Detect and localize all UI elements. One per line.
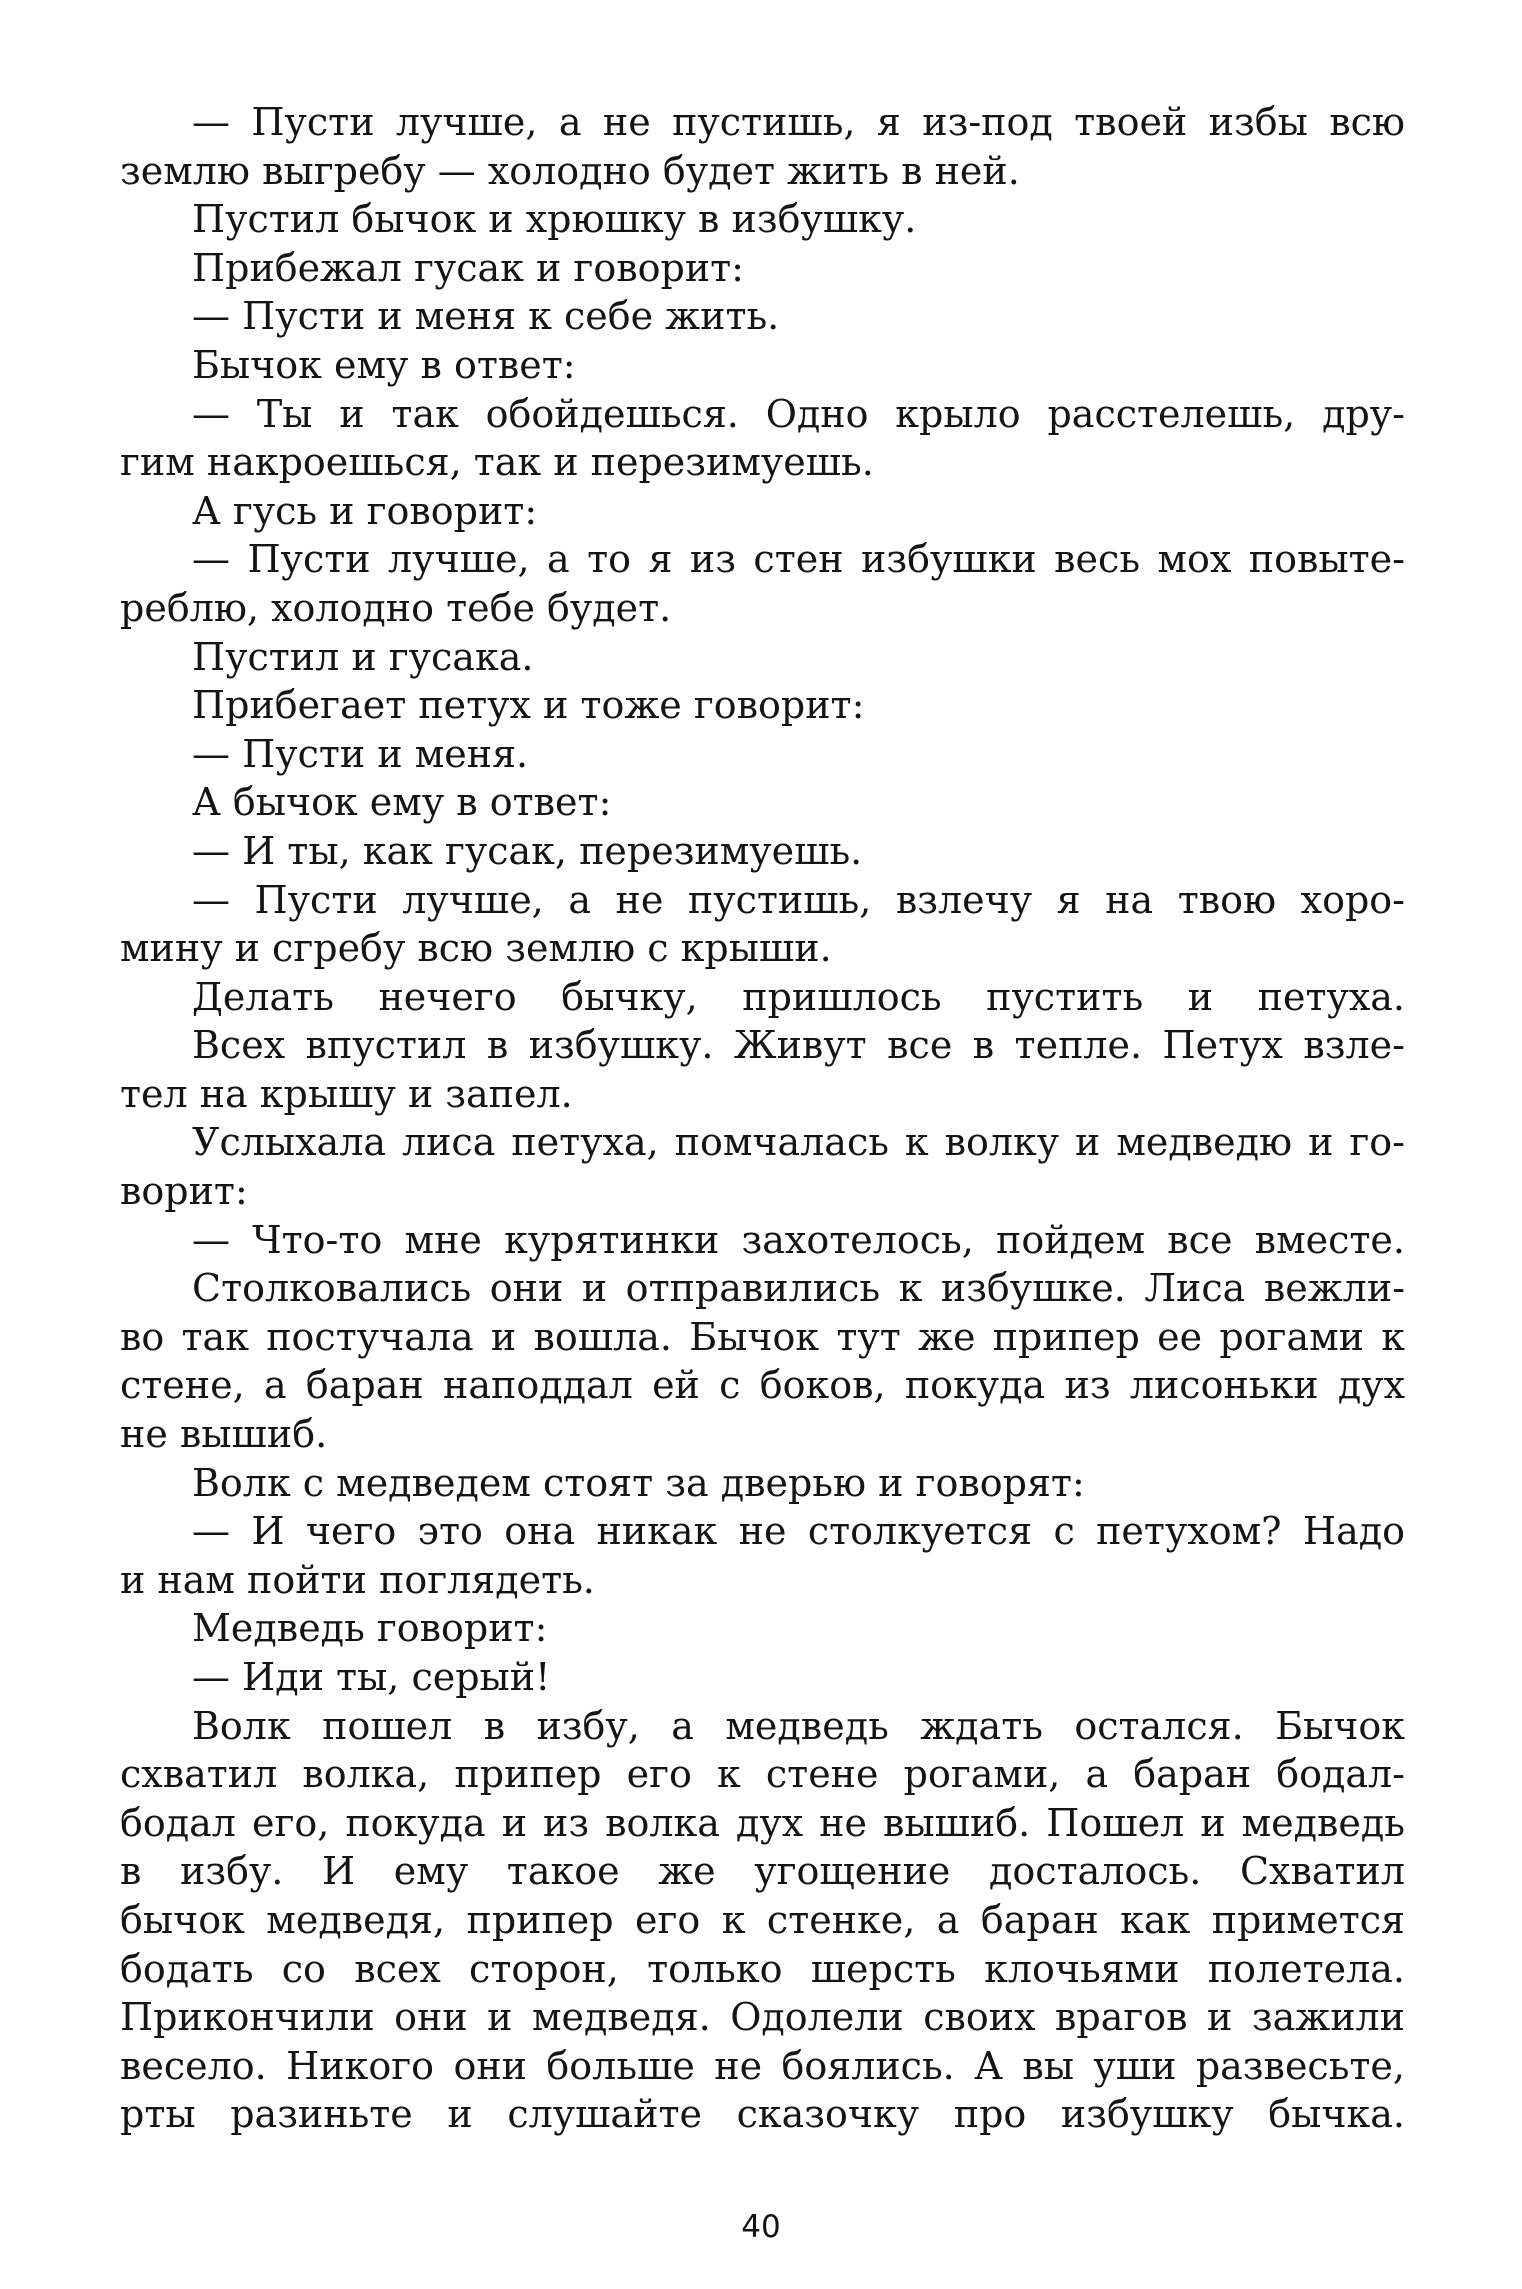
text-line: и нам пойти поглядеть.	[120, 1557, 595, 1602]
text-line: А гусь и говорит:	[192, 488, 538, 533]
page-text	[120, 98, 1405, 2139]
text-line: землю выгребу — холодно будет жить в ней.	[120, 148, 1020, 193]
text-line: реблю, холодно тебе будет.	[120, 585, 672, 630]
text-line: бодал его, покуда и из волка дух не вышиб. Пошел и медведь	[120, 1800, 1405, 1845]
text-line: во так постучала и вошла. Бычок тут же припер ее рогами к	[120, 1314, 1405, 1359]
text-line: стене, а баран наподдал ей с боков, покуда из лисоньки дух	[120, 1363, 1405, 1408]
text-line: тел на крышу и запел.	[120, 1071, 573, 1116]
text-line: Столковались они и отправились к избушке. Лиса вежли-	[192, 1266, 1405, 1311]
text-line: Прибегает петух и тоже говорит:	[192, 683, 865, 728]
text-line: Пустил и гусака.	[192, 634, 534, 679]
text-line: Пустил бычок и хрюшку в избушку.	[192, 197, 917, 242]
page-number: 40	[741, 2209, 781, 2245]
text-line: в избу. И ему такое же угощение досталось. Схватил	[120, 1849, 1405, 1894]
text-line: — И ты, как гусак, перезимуешь.	[192, 828, 863, 873]
text-line: Услыхала лиса петуха, помчалась к волку и медведю и го-	[192, 1120, 1405, 1165]
text-line: — Пусти и меня.	[192, 731, 529, 776]
text-line: рты разиньте и слушайте сказочку про избушку бычка.	[120, 2092, 1405, 2137]
text-line: — Пусти лучше, а то я из стен избушки весь мох повыте-	[192, 537, 1405, 582]
text-line: не вышиб.	[120, 1412, 328, 1457]
text-line: мину и сгребу всю землю с крыши.	[120, 926, 832, 971]
text-line: А бычок ему в ответ:	[192, 780, 612, 825]
text-line: — Иди ты, серый!	[192, 1655, 551, 1699]
text-line: гим накроешься, так и перезимуешь.	[120, 440, 874, 485]
text-line: Прибежал гусак и говорит:	[192, 245, 744, 290]
text-line: весело. Никого они больше не боялись. А вы уши развесьте,	[120, 2043, 1405, 2088]
text-line: Волк с медведем стоят за дверью и говорят:	[192, 1460, 1085, 1505]
text-line: — Пусти лучше, а не пустишь, я из-под твоей избы всю	[192, 100, 1405, 144]
text-line: — Что-то мне курятинки захотелось, пойдем все вместе.	[192, 1217, 1405, 1262]
text-line: Волк пошел в избу, а медведь ждать остался. Бычок	[192, 1703, 1405, 1748]
text-line: бодать со всех сторон, только шерсть клочьями полетела.	[120, 1946, 1405, 1991]
text-line: — И чего это она никак не столкуется с петухом? Надо	[192, 1509, 1405, 1554]
text-line: Медведь говорит:	[192, 1606, 548, 1651]
text-line: — Пусти лучше, а не пустишь, взлечу я на твою хоро-	[192, 877, 1405, 922]
text-line: Всех впустил в избушку. Живут все в тепле. Петух взле-	[192, 1023, 1405, 1068]
text-line: Бычок ему в ответ:	[192, 342, 576, 387]
text-line: Делать нечего бычку, пришлось пустить и петуха.	[192, 974, 1405, 1019]
text-line: — Пусти и меня к себе жить.	[192, 294, 780, 339]
text-line: ворит:	[120, 1169, 248, 1214]
text-line: Прикончили они и медведя. Одолели своих врагов и зажили	[120, 1995, 1405, 2040]
text-line: — Ты и так обойдешься. Одно крыло расстелешь, дру-	[192, 391, 1405, 436]
text-line: бычок медведя, припер его к стенке, а баран как примется	[120, 1897, 1405, 1942]
text-line: схватил волка, припер его к стене рогами, а баран бодал-	[120, 1752, 1405, 1797]
